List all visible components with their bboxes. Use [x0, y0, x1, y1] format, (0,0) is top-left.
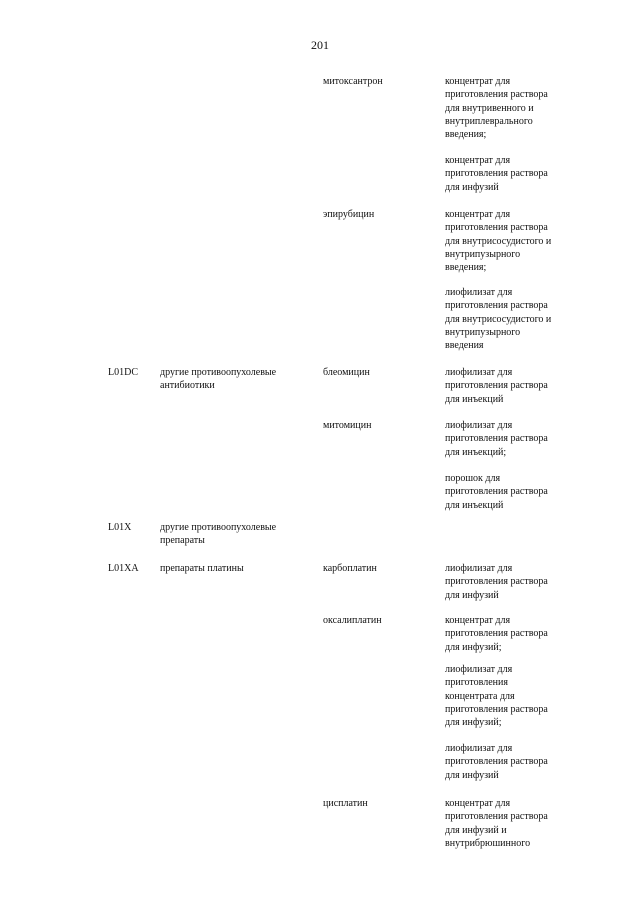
dosage-form [445, 286, 615, 352]
dosage-form-line: для инъекций; [445, 446, 507, 458]
dosage-form-line: для инфузий [445, 769, 499, 781]
dosage-form-line: введения [445, 340, 484, 352]
dosage-form-line: приготовления раствора [445, 486, 548, 498]
dosage-form-line: приготовления раствора [445, 380, 548, 392]
group-name-line: антибиотики [160, 380, 215, 392]
dosage-form-line: концентрата для [445, 690, 515, 702]
group-name-line: препараты [160, 535, 205, 547]
dosage-form-line: приготовления раствора [445, 168, 548, 180]
dosage-form [445, 419, 615, 459]
atc-code: L01XA [108, 563, 139, 574]
dosage-form-line: лиофилизат для [445, 367, 513, 378]
atc-code: L01DC [108, 367, 138, 378]
dosage-form-line: концентрат для [445, 615, 511, 626]
dosage-form [445, 742, 615, 782]
dosage-form-line: концентрат для [445, 209, 511, 220]
dosage-form-line: приготовления раствора [445, 628, 548, 640]
dosage-form-line: порошок для [445, 473, 501, 484]
drug-name: митомицин [323, 420, 372, 431]
atc-code: L01X [108, 522, 132, 533]
dosage-form-line: для инъекций [445, 393, 504, 405]
dosage-form-line: концентрат для [445, 155, 511, 166]
dosage-form-line: введения; [445, 262, 487, 274]
group-name [160, 521, 310, 548]
group-name-line: другие противоопухолевые [160, 522, 277, 533]
dosage-form-line: для внутрисосудистого и [445, 235, 552, 247]
drug-name: карбоплатин [323, 563, 377, 574]
dosage-form-line: для внутривенного и [445, 102, 534, 114]
dosage-form-line: лиофилизат для [445, 287, 513, 298]
dosage-form [445, 562, 615, 602]
dosage-form [445, 472, 615, 512]
dosage-form-line: для инфузий; [445, 641, 502, 653]
dosage-form-line: приготовления [445, 677, 508, 689]
dosage-form-line: концентрат для [445, 76, 511, 87]
dosage-form [445, 366, 615, 406]
group-name-line: другие противоопухолевые [160, 367, 277, 378]
dosage-form [445, 208, 615, 274]
group-name [160, 366, 310, 393]
dosage-form-line: концентрат для [445, 798, 511, 809]
dosage-form-line: внутриплеврального [445, 115, 533, 127]
dosage-form-line: для инфузий; [445, 717, 502, 729]
dosage-form-line: для инфузий [445, 589, 499, 601]
dosage-form-line: приготовления раствора [445, 300, 548, 312]
dosage-form [445, 75, 615, 141]
dosage-form-line: лиофилизат для [445, 563, 513, 574]
dosage-form-line: лиофилизат для [445, 664, 513, 675]
drug-name: митоксантрон [323, 76, 383, 87]
group-name [160, 562, 310, 575]
dosage-form-line: введения; [445, 129, 487, 141]
dosage-form-line: приготовления раствора [445, 222, 548, 234]
dosage-form-line: приготовления раствора [445, 811, 548, 823]
dosage-form-line: приготовления раствора [445, 576, 548, 588]
dosage-form-line: для инъекций [445, 499, 504, 511]
dosage-form [445, 614, 615, 654]
dosage-form [445, 663, 615, 729]
dosage-form-line: для инфузий [445, 181, 499, 193]
dosage-form-line: для внутрисосудистого и [445, 313, 552, 325]
drug-name: цисплатин [323, 798, 368, 809]
drug-name: эпирубицин [323, 209, 375, 220]
dosage-form-line: лиофилизат для [445, 743, 513, 754]
dosage-form-line: внутрипузырного [445, 326, 521, 338]
dosage-form [445, 797, 615, 850]
page-number: 201 [311, 38, 329, 52]
dosage-form-line: внутрибрюшинного [445, 837, 531, 849]
dosage-form-line: внутрипузырного [445, 248, 521, 260]
drug-name: блеомицин [323, 367, 370, 378]
group-name-line: препараты платины [160, 563, 244, 574]
dosage-form-line: приготовления раствора [445, 433, 548, 445]
dosage-form-line: приготовления раствора [445, 703, 548, 715]
dosage-form [445, 154, 615, 194]
dosage-form-line: приготовления раствора [445, 89, 548, 101]
dosage-form-line: для инфузий и [445, 824, 507, 836]
drug-name: оксалиплатин [323, 615, 382, 626]
dosage-form-line: приготовления раствора [445, 756, 548, 768]
dosage-form-line: лиофилизат для [445, 420, 513, 431]
